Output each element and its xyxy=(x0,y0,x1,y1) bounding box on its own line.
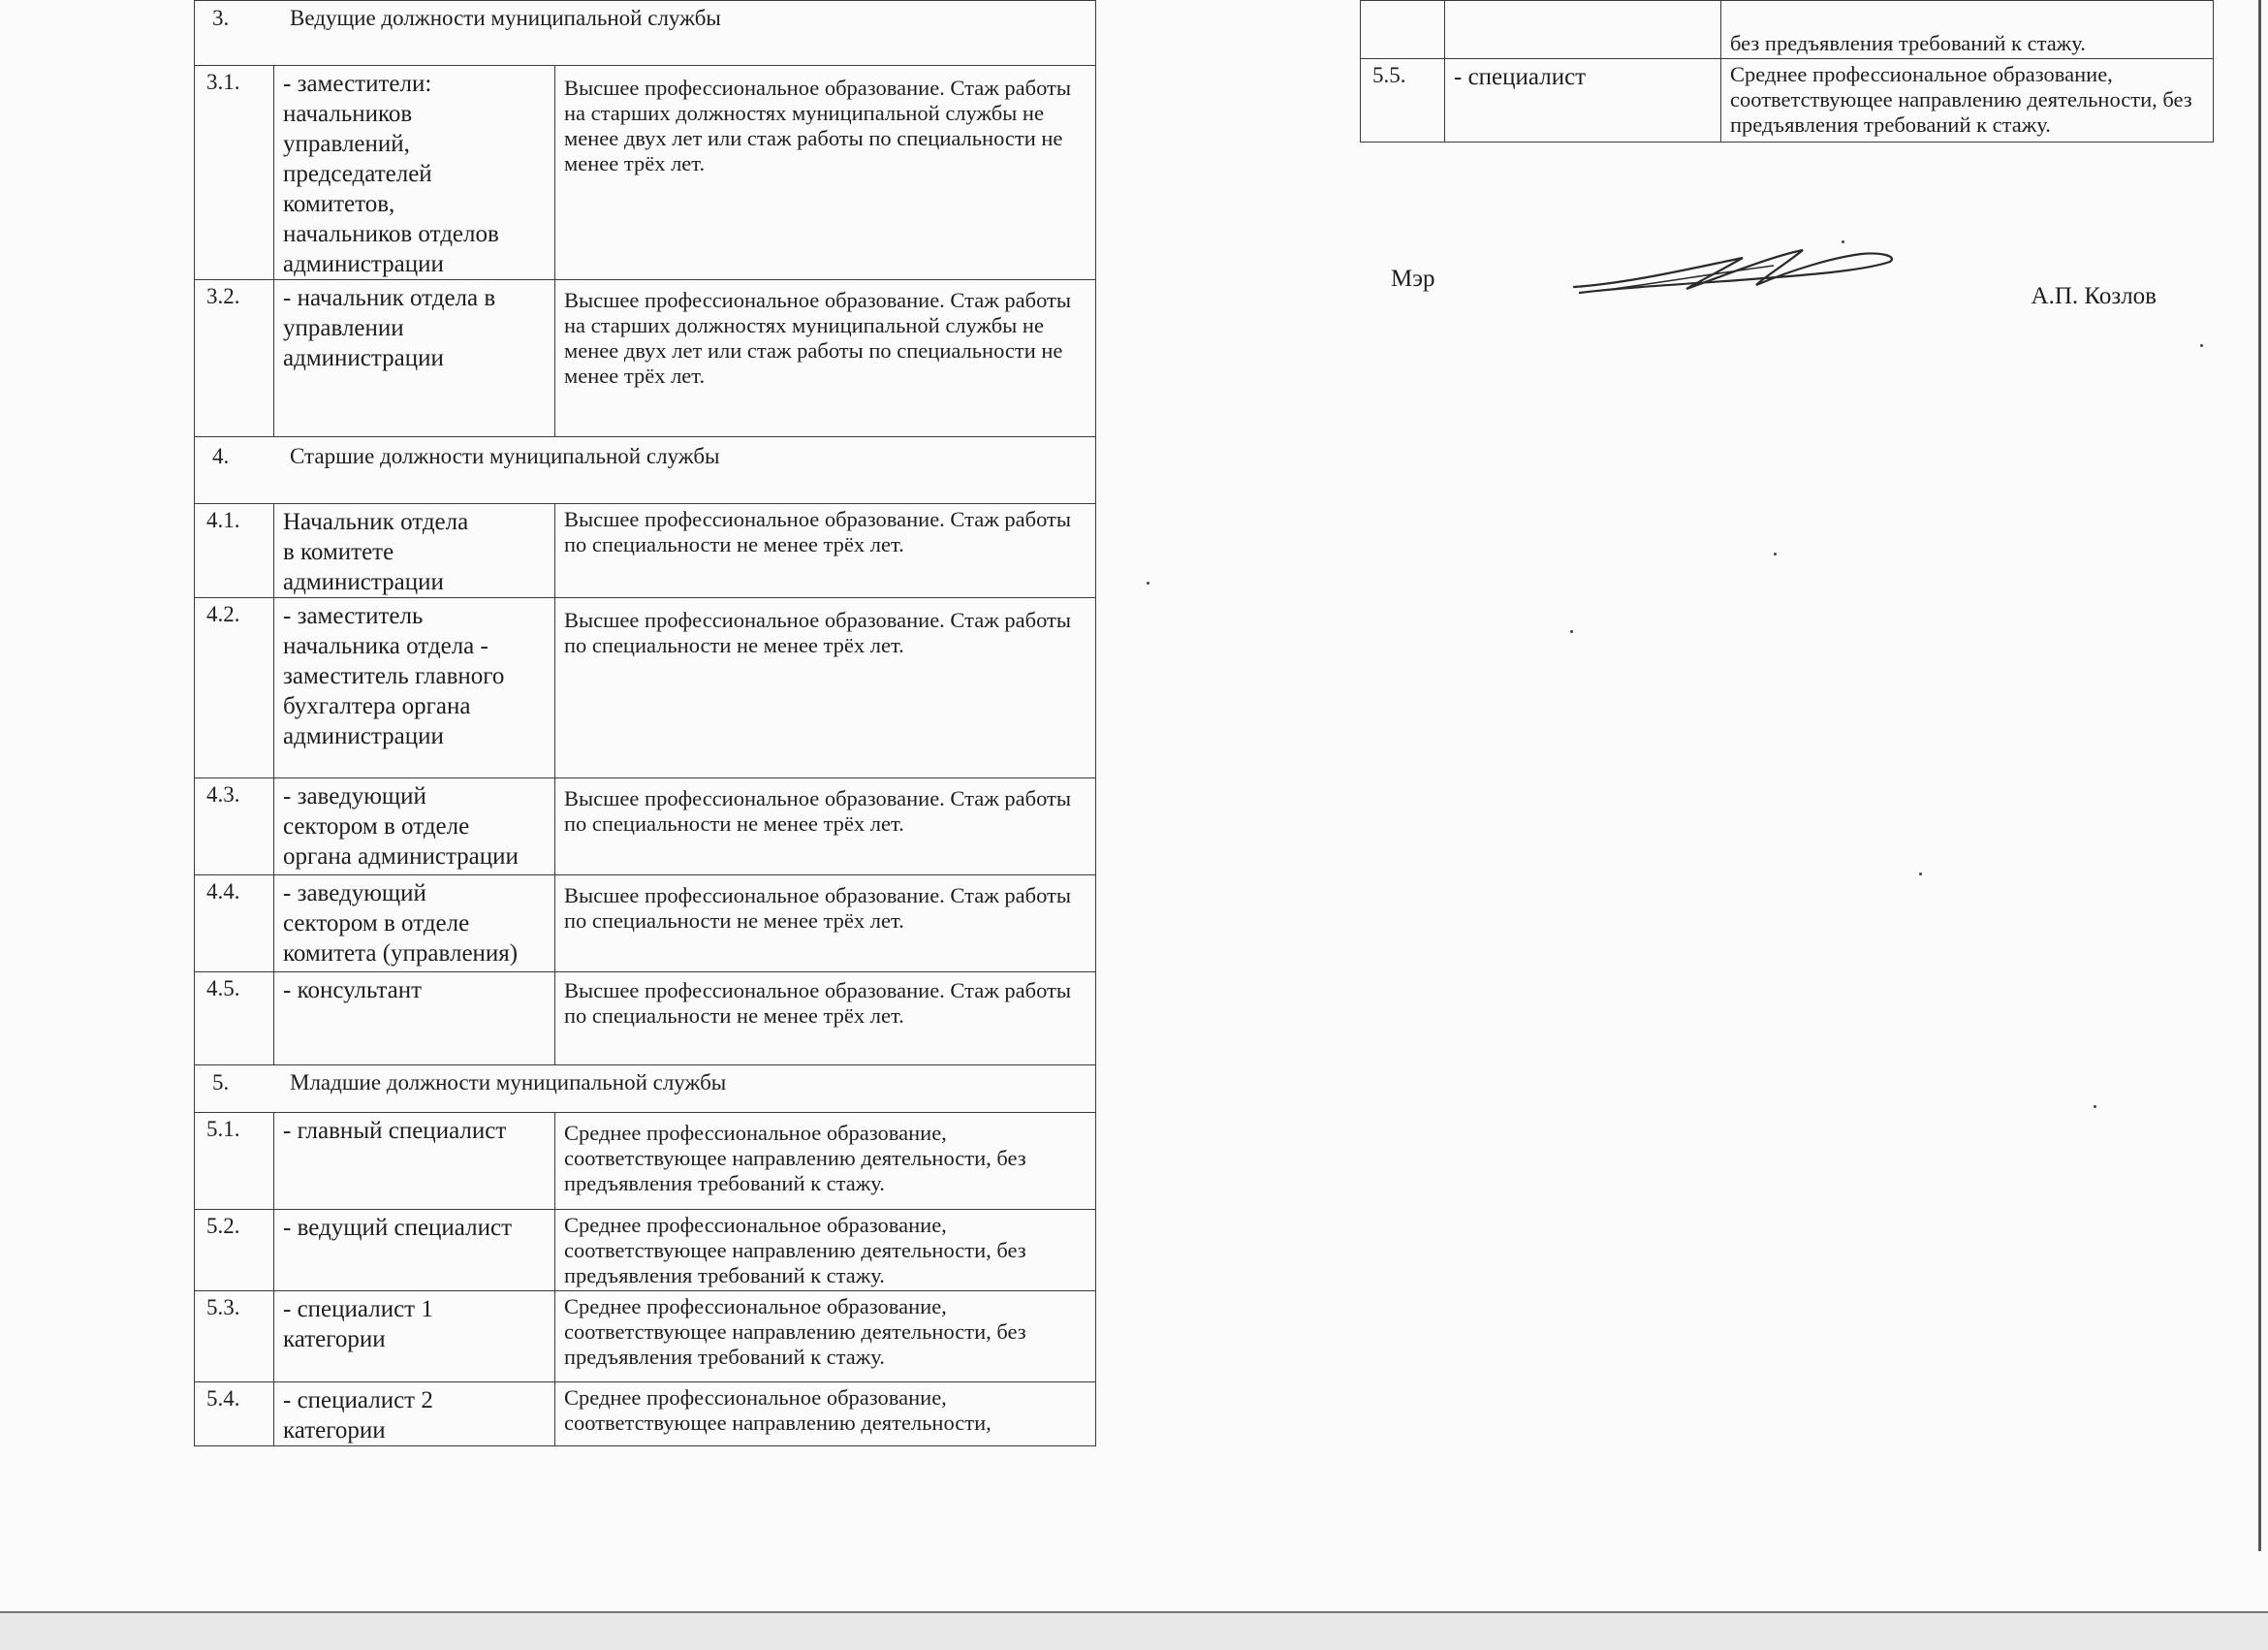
position-cell: - специалист 2 категории xyxy=(274,1382,555,1446)
scan-speck xyxy=(1919,873,1922,875)
section-title: Ведущие должности муниципальной службы xyxy=(290,6,721,30)
table-row xyxy=(195,280,1096,437)
position-cell: - ведущий специалист xyxy=(274,1210,555,1291)
scan-speck xyxy=(2094,1105,2096,1108)
position-cell: - заведующий сектором в отделе органа администрации xyxy=(274,778,555,875)
positions-table xyxy=(194,0,1096,1446)
section-header-row xyxy=(195,1065,1096,1113)
position-cell: - заместитель начальника отдела - заместитель главного бухгалтера органа администрации xyxy=(274,598,555,778)
requirements-cell: Среднее профессиональное образование, соответствующее направлению деятельности, без предъявления требований к стажу. xyxy=(555,1210,1096,1291)
scan-speck xyxy=(1842,240,1844,243)
position-cell: Начальник отдела в комитете администрации xyxy=(274,504,555,598)
table-row xyxy=(195,504,1096,598)
requirements-cell: Высшее профессиональное образование. Стаж работы по специальности не менее трёх лет. xyxy=(555,504,1096,598)
scan-speck xyxy=(1570,630,1573,633)
position-cell: - специалист xyxy=(1445,59,1721,143)
requirements-cell: Среднее профессиональное образование, соответствующее направлению деятельности, без предъявления требований к стажу. xyxy=(555,1291,1096,1382)
row-number: 5.2. xyxy=(195,1210,274,1291)
requirements-cell: Высшее профессиональное образование. Стаж работы по специальности не менее трёх лет. xyxy=(555,875,1096,972)
row-number: 5.5. xyxy=(1361,59,1445,143)
table-row xyxy=(195,1210,1096,1291)
position-cell: - заместители: начальников управлений, председателей комитетов, начальников отделов администрации xyxy=(274,66,555,280)
requirements-cell: без предъявления требований к стажу. xyxy=(1721,1,2214,59)
row-number: 3.2. xyxy=(195,280,274,437)
section-header xyxy=(195,1,1096,66)
section-header xyxy=(195,1065,1096,1113)
scan-edge xyxy=(2258,0,2261,1551)
scan-speck xyxy=(1147,582,1150,585)
row-number: 5.1. xyxy=(195,1113,274,1210)
table-row xyxy=(195,1113,1096,1210)
table-row xyxy=(1361,59,2214,143)
table-row xyxy=(195,1291,1096,1382)
row-number: 3.1. xyxy=(195,66,274,280)
section-title: Старшие должности муниципальной службы xyxy=(290,444,720,468)
table-row xyxy=(195,875,1096,972)
position-cell: - заведующий сектором в отделе комитета (управления) xyxy=(274,875,555,972)
requirements-cell: Среднее профессиональное образование, соответствующее направлению деятельности, без предъявления требований к стажу. xyxy=(555,1113,1096,1210)
row-number: 5.3. xyxy=(195,1291,274,1382)
section-number: 3. xyxy=(212,6,230,30)
requirements-cell: Среднее профессиональное образование, соответствующее направлению деятельности, без предъявления требований к стажу. xyxy=(1721,59,2214,143)
row-number: 4.2. xyxy=(195,598,274,778)
section-header-row xyxy=(195,1,1096,66)
positions-table-continued xyxy=(1360,0,2214,143)
requirements-cell: Высшее профессиональное образование. Стаж работы на старших должностях муниципальной службы не менее двух лет или стаж работы по специальности не менее трёх лет. xyxy=(555,66,1096,280)
section-header xyxy=(195,437,1096,504)
table-row xyxy=(1361,1,2214,59)
signatory-title: Мэр xyxy=(1391,266,1435,292)
row-number: 4.4. xyxy=(195,875,274,972)
section-number: 5. xyxy=(212,1070,230,1095)
row-number: 4.1. xyxy=(195,504,274,598)
row-number: 5.4. xyxy=(195,1382,274,1446)
signature-block xyxy=(1391,262,2176,339)
table-row xyxy=(195,598,1096,778)
section-header-row xyxy=(195,437,1096,504)
table-row xyxy=(195,778,1096,875)
signatory-name: А.П. Козлов xyxy=(2031,283,2157,309)
position-cell: - специалист 1 категории xyxy=(274,1291,555,1382)
position-cell: - начальник отдела в управлении администрации xyxy=(274,280,555,437)
requirements-cell: Высшее профессиональное образование. Стаж работы на старших должностях муниципальной службы не менее двух лет или стаж работы по специальности не менее трёх лет. xyxy=(555,280,1096,437)
section-title: Младшие должности муниципальной службы xyxy=(290,1070,727,1095)
row-number: 4.3. xyxy=(195,778,274,875)
section-number: 4. xyxy=(212,444,230,468)
table-row xyxy=(195,972,1096,1065)
scan-edge xyxy=(0,1611,2268,1650)
scan-speck xyxy=(2200,344,2203,347)
scan-speck xyxy=(1774,553,1777,555)
requirements-cell: Среднее профессиональное образование, соответствующее направлению деятельности, xyxy=(555,1382,1096,1446)
row-number: 4.5. xyxy=(195,972,274,1065)
position-cell: - консультант xyxy=(274,972,555,1065)
position-cell: - главный специалист xyxy=(274,1113,555,1210)
handwritten-signature xyxy=(1570,244,1900,312)
table-row xyxy=(195,66,1096,280)
requirements-cell: Высшее профессиональное образование. Стаж работы по специальности не менее трёх лет. xyxy=(555,778,1096,875)
requirements-cell: Высшее профессиональное образование. Стаж работы по специальности не менее трёх лет. xyxy=(555,598,1096,778)
table-row xyxy=(195,1382,1096,1446)
requirements-cell: Высшее профессиональное образование. Стаж работы по специальности не менее трёх лет. xyxy=(555,972,1096,1065)
